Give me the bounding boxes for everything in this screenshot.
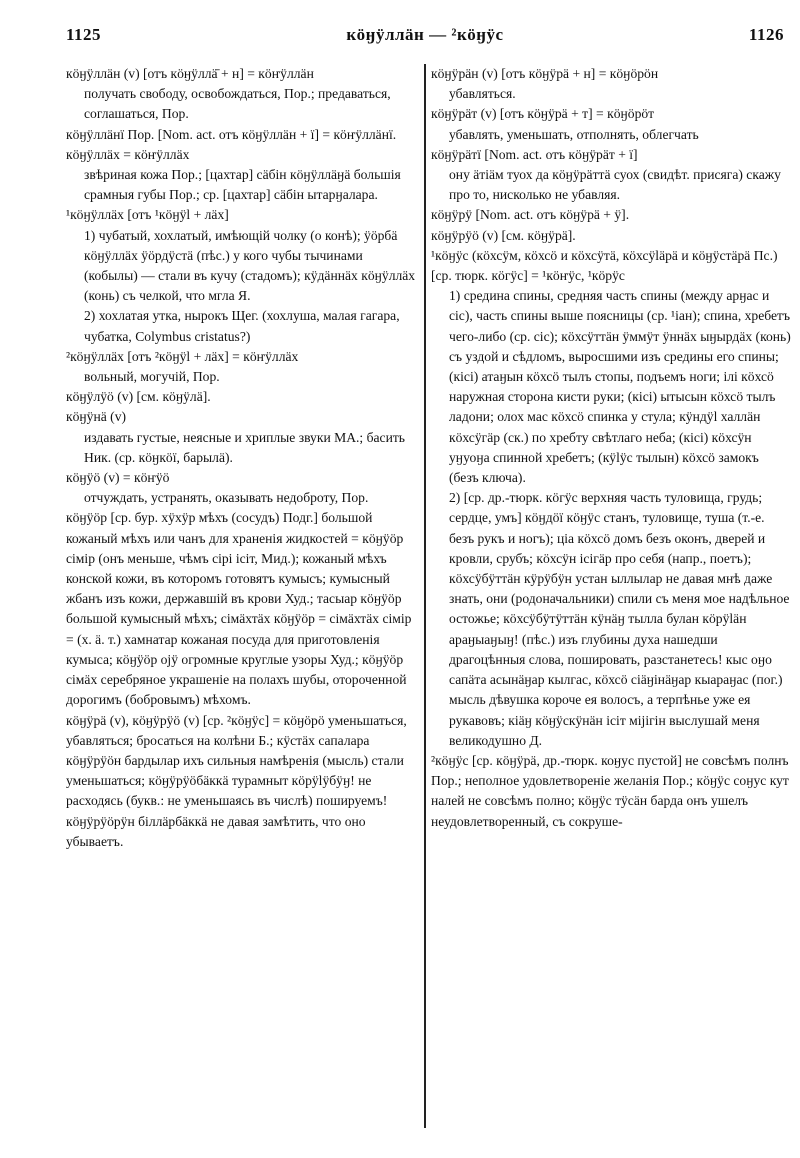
dictionary-entry: ²кӧӈӱс [ср. кӧӈӱрӓ, др.-тюрк. коӈус пустой] не совсѣмъ полнъ Пор.; неполное удовлетвореніе желанія Пор.; кӧӈӱс соӈус кут налей не совсѣмъ полно; кӧӈӱс тӱсӓн барда онъ ушелъ неудовлетворенный, съ сокруше- xyxy=(431,752,789,829)
entry-definition: 1) средина спины, средняя часть спины (между арӈас и сiс), часть спины выше поясницы (ср. ¹iан); спина, хребетъ чего-либо (ср. сiс); кӧхсӱттӓн ӱммӱт ӱннӓх ыӈырдӓх (конь) съ уздой и сѣдломъ, выросшими изъ средины его спины; (кiсi) атаӈын кӧхсӧ тылъ стопы, подъемъ ноги; iлi кӧхсӧ наружная сторона кисти руки; (кiсi) ытысын кӧхсӧ тылъ ладони; олох мас кӧхсӧ спинка у стула; кӱндӱl халлӓн кӧхсӱгӓр (ск.) по хребту свѣтлаго неба; (кiсi) кӧхсӱн уӈуоӈа спинной хребетъ; (кӱlӱс тылын) кӧхсӧ замокъ (безъ ключа). xyxy=(449,288,791,486)
entry-definition: 1) чубатый, хохлатый, имѣющій чолку (о конѣ); ӱӧрбӓ кӧӈӱллӓх ӱӧрдӱстӓ (пѣс.) у кого чубы тычинами (кобылы) — стали въ кучу (стадомъ); кӱдӓннӓх кӧӈӱллӓх (конь) съ челкой, что мгла Я. xyxy=(84,227,416,304)
entry-definition: отчуждать, устранять, оказывать недоброту, Пор. xyxy=(84,490,369,506)
right-column xyxy=(431,64,791,1128)
entry-definition: ону ӓтiӓм туох да кӧӈӱрӓттӓ суох (свидѣт. присяга) скажу про то, нисколько не убавляя. xyxy=(449,167,781,203)
entry-definition: убавляться. xyxy=(449,86,516,102)
page-header xyxy=(66,20,784,50)
dictionary-entry: ²кӧӈӱллӓх [отъ ²кӧӈӱl + лӓх] = кӧҥӱллӓх xyxy=(66,348,299,364)
page-number-right: 1126 xyxy=(748,25,784,44)
dictionary-entry: ¹кӧӈӱллӓх [отъ ¹кӧӈӱl + лӓх] xyxy=(66,207,229,223)
entry-definition: 2) [ср. др.-тюрк. кӧгӱс верхняя часть туловища, грудь; сердце, умъ] кӧӈдӧї кӧӈӱс станъ, туловище, туша (т.-е. безъ рукъ и ногъ); цiа кӧхсӧ домъ безъ оконъ, дверей и кровли, срубъ; кӧхсӱн iсiгӓр про себя (напр., поетъ); кӧхсӱбӱттӓн кӱрӱбӱн устан ыллылар не давая мнѣ даже знать, они (родоначальники) спили съ меня мое надѣльное остожье; кӧхсӱбӱтӱттӓн кӱнӓӈ тылла булан кӧрӱlӓн араӈыаӈыӈ! (пѣс.) изъ глубины духа нашедши драгоцѣнныя слова, пошировать, разстанетесь! кыс оӈо сапӓта асынӓӈар кылгас, кӧхсӧ сiӓӈiнӓӈар кыараӈас (пог.) мысль дѣвушка короче ея волосъ, а терпѣнье уже ея рукавовъ; кiӓӈ кӧӈӱскӱнӓн iсiт мiјiгiн выслушай меня великодушно Д. xyxy=(449,490,790,748)
dictionary-entry: кӧӈӱллӓн (v) [отъ кӧӈӱллӓ̄ + н] = кӧҥӱллӓн xyxy=(66,66,314,81)
dictionary-entry: кӧӈӱрӓтї [Nom. act. отъ кӧӈӱрӓт + ї] xyxy=(431,146,638,162)
dictionary-entry: кӧӈӱнӓ (v) xyxy=(66,409,127,425)
entry-definition: звѣриная кожа Пор.; [цахтар] сӓбiн кӧӈӱллӓӈӓ большія срамныя губы Пор.; ср. [цахтар] сӓбiн ытарӈалара. xyxy=(84,167,401,203)
entry-definition: убавлять, уменьшать, отполнять, облегчать xyxy=(449,126,699,142)
dictionary-entry: кӧӈӱӧ (v) = кӧҥӱӧ xyxy=(66,470,170,486)
dictionary-entry: ¹кӧӈӱс (кӧхсӱм, кӧхсӧ и кӧхсӱтӓ, кӧхсӱlӓрӓ и кӧӈӱстӓрӓ Пс.) [ср. тюрк. кӧгӱс] = ¹кӧҥӱс, ¹кӧрӱс xyxy=(431,247,778,284)
running-title: кӧӈӱллӓн — ²кӧӈӱс xyxy=(346,25,504,44)
dictionary-entry: кӧӈӱллӓнї Пор. [Nom. act. отъ кӧӈӱллӓн + ї] = кӧҥӱллӓнї. xyxy=(66,126,397,142)
entry-definition: вольный, могучій, Пор. xyxy=(84,369,220,385)
dictionary-entry: кӧӈӱрӱӧ (v) [см. кӧӈӱрӓ]. xyxy=(431,227,576,243)
dictionary-entry: кӧӈӱрӓ (v), кӧӈӱрӱӧ (v) [ср. ²кӧӈӱс] = кӧӈӧрӧ уменьшаться, убавляться; бросаться на колѣни Б.; кӱстӓх сапалара кӧӈӱрӱӧн бардылар ихъ сильныя намѣренія (мысль) стали уменьшаться; кӧӈӱрӱӧбӓккӓ турамныт кӧрӱlӱбӱӈ! не расходясь (букв.: не уменьшаясь въ числѣ) пошируемъ! кӧӈӱрӱӧрӱн бiллӓрбӓккӓ не давая замѣтить, что оно убываетъ. xyxy=(66,712,407,849)
entry-definition: 2) хохлатая утка, нырокъ Щег. (хохлуша, малая гагара, чубатка, Colymbus cristatus?) xyxy=(84,308,400,344)
dictionary-entry: кӧӈӱрӓн (v) [отъ кӧӈӱрӓ + н] = кӧӈӧрӧн xyxy=(431,66,659,81)
dictionary-entry: кӧӈӱлӱӧ (v) [см. кӧӈӱлӓ]. xyxy=(66,389,211,405)
dictionary-entry: кӧӈӱрӓт (v) [отъ кӧӈӱрӓ + т] = кӧӈӧрӧт xyxy=(431,106,655,122)
left-column xyxy=(66,64,418,1128)
dictionary-entry: кӧӈӱллӓх = кӧҥӱллӓх xyxy=(66,146,190,162)
entry-definition: получать свободу, освобождаться, Пор.; предаваться, соглашаться, Пор. xyxy=(84,86,391,122)
column-divider xyxy=(424,64,426,1128)
page-number-left: 1125 xyxy=(66,25,102,44)
dictionary-entry: кӧӈӱӧр [ср. бур. хӱхӱр мѣхъ (сосудъ) Подг.] большой кожаный мѣхъ или чанъ для храненія жидкостей = кӧӈӱӧр сiмiр (онъ меньше, чѣмъ сiрi iсiт, Мид.); кожаный мѣхъ конской кожи, въ которомъ готовятъ кумысъ; кумысный жбанъ изъ кожи, державшій въ крови Худ.; тасыар кӧӈӱӧр большой кумысный мѣхъ; сiмӓхтӓх кӧӈӱӧр = сiмӓхтӓх сiмiр = (x. ӓ. т.) хамнатар кожаная посуда для приготовленія кумыса; кӧӈӱӧр ојӱ огромные круглые узоры Худ.; кӧӈӱӧр сiмӓх серебряное украшеніе на полахъ шубы, отороченной дорогимъ (бобровымъ) мѣхомъ. xyxy=(66,510,412,708)
entry-definition: издавать густые, неясные и хриплые звуки МА.; басить Ник. (ср. кӧӈкӧї, барылӓ). xyxy=(84,429,405,465)
dictionary-entry: кӧӈӱрӱ [Nom. act. отъ кӧӈӱрӓ + ӱ]. xyxy=(431,207,630,223)
